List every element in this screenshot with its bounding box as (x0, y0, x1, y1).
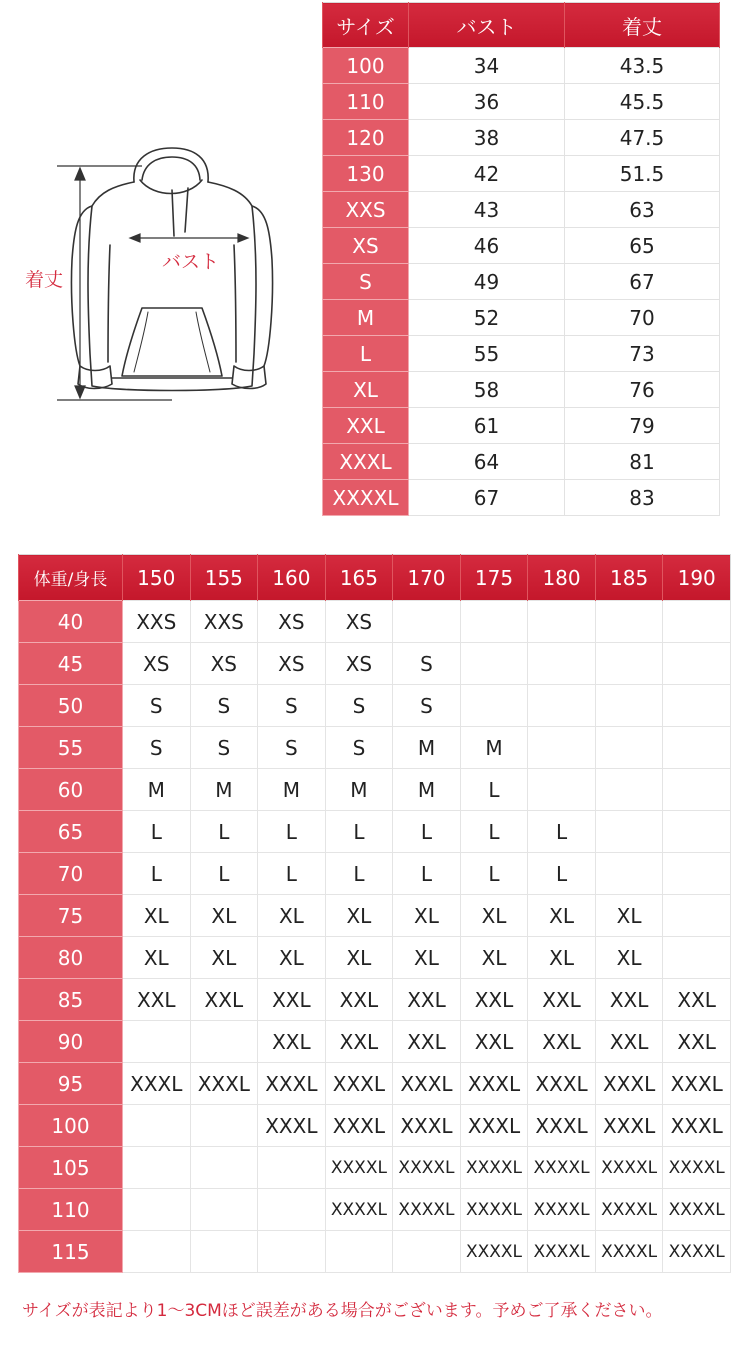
recommended-size-cell: XL (325, 895, 393, 937)
recommended-size-cell: XXL (663, 1021, 731, 1063)
recommended-size-cell: XXXXL (595, 1189, 663, 1231)
recommended-size-cell (663, 685, 731, 727)
recommended-size-cell: XXXXL (595, 1231, 663, 1273)
recommended-size-cell: XL (595, 937, 663, 979)
recommended-size-cell: M (325, 769, 393, 811)
recommended-size-cell: XL (190, 895, 258, 937)
weight-row (19, 727, 731, 769)
length-cell: 76 (565, 372, 720, 408)
recommended-size-cell: XXXL (123, 1063, 191, 1105)
bust-cell: 46 (409, 228, 565, 264)
recommended-size-cell: XL (595, 895, 663, 937)
recommended-size-cell: XXXXL (595, 1147, 663, 1189)
bust-cell: 42 (409, 156, 565, 192)
bust-cell: 52 (409, 300, 565, 336)
weight-height-size-table (18, 554, 731, 1273)
weight-row (19, 601, 731, 643)
weight-cell: 110 (19, 1189, 123, 1231)
recommended-size-cell: M (460, 727, 528, 769)
weight-row (19, 1021, 731, 1063)
height-column-header: 170 (393, 555, 461, 601)
weight-row (19, 685, 731, 727)
recommended-size-cell: XL (393, 895, 461, 937)
bust-cell: 64 (409, 444, 565, 480)
size-cell: M (323, 300, 409, 336)
weight-cell: 75 (19, 895, 123, 937)
size-disclaimer-note: サイズが表記より1～3CMほど誤差がある場合がございます。予めご了承ください。 (22, 1301, 663, 1321)
recommended-size-cell: XS (190, 643, 258, 685)
recommended-size-cell (460, 601, 528, 643)
recommended-size-cell (258, 1231, 326, 1273)
recommended-size-cell: XXL (325, 1021, 393, 1063)
length-cell: 45.5 (565, 84, 720, 120)
recommended-size-cell: XL (460, 937, 528, 979)
weight-cell: 60 (19, 769, 123, 811)
bust-cell: 61 (409, 408, 565, 444)
weight-cell: 50 (19, 685, 123, 727)
weight-cell: 40 (19, 601, 123, 643)
recommended-size-cell: XL (258, 937, 326, 979)
recommended-size-cell (123, 1105, 191, 1147)
bust-cell: 58 (409, 372, 565, 408)
size-cell: XL (323, 372, 409, 408)
recommended-size-cell: XXXL (258, 1105, 326, 1147)
recommended-size-cell: XS (325, 601, 393, 643)
size-cell: 120 (323, 120, 409, 156)
size-chart-row (323, 264, 720, 300)
weight-row (19, 853, 731, 895)
size-chart-header-row (323, 3, 720, 48)
weight-row (19, 895, 731, 937)
weight-cell: 80 (19, 937, 123, 979)
recommended-size-cell: XXXL (325, 1105, 393, 1147)
recommended-size-cell (123, 1147, 191, 1189)
length-column-header: 着丈 (565, 3, 720, 48)
recommended-size-cell: XXXXL (460, 1147, 528, 1189)
weight-cell: 45 (19, 643, 123, 685)
recommended-size-cell: XXXL (663, 1063, 731, 1105)
recommended-size-cell (258, 1189, 326, 1231)
size-chart-row (323, 192, 720, 228)
recommended-size-cell: XXXXL (393, 1189, 461, 1231)
recommended-size-cell: S (123, 727, 191, 769)
recommended-size-cell (393, 1231, 461, 1273)
recommended-size-cell: XXL (460, 1021, 528, 1063)
recommended-size-cell: XS (123, 643, 191, 685)
recommended-size-cell: XL (325, 937, 393, 979)
recommended-size-cell: XXXL (663, 1105, 731, 1147)
recommended-size-cell: XXS (123, 601, 191, 643)
recommended-size-cell (595, 601, 663, 643)
recommended-size-cell: XXXL (190, 1063, 258, 1105)
recommended-size-cell: L (460, 769, 528, 811)
bust-label: バスト (162, 251, 220, 273)
recommended-size-cell (258, 1147, 326, 1189)
size-cell: L (323, 336, 409, 372)
recommended-size-cell: XXXXL (460, 1231, 528, 1273)
recommended-size-cell: XXXXL (663, 1231, 731, 1273)
recommended-size-cell: XS (258, 643, 326, 685)
recommended-size-cell: L (393, 811, 461, 853)
recommended-size-cell (528, 601, 596, 643)
size-chart-row (323, 336, 720, 372)
recommended-size-cell: XXXXL (528, 1147, 596, 1189)
recommended-size-cell: XXXXL (393, 1147, 461, 1189)
recommended-size-cell: L (528, 811, 596, 853)
recommended-size-cell: XS (258, 601, 326, 643)
recommended-size-cell: S (258, 727, 326, 769)
recommended-size-cell (663, 853, 731, 895)
weight-cell: 65 (19, 811, 123, 853)
recommended-size-cell: XL (123, 895, 191, 937)
recommended-size-cell: L (258, 811, 326, 853)
length-cell: 51.5 (565, 156, 720, 192)
recommended-size-cell: XXL (393, 1021, 461, 1063)
bust-cell: 49 (409, 264, 565, 300)
recommended-size-cell: XXL (258, 979, 326, 1021)
length-cell: 65 (565, 228, 720, 264)
size-chart-row (323, 480, 720, 516)
recommended-size-cell (460, 643, 528, 685)
recommended-size-cell (190, 1231, 258, 1273)
height-column-header: 190 (663, 555, 731, 601)
size-chart-row (323, 84, 720, 120)
recommended-size-cell (528, 685, 596, 727)
weight-cell: 105 (19, 1147, 123, 1189)
recommended-size-cell: XXXL (528, 1063, 596, 1105)
weight-cell: 70 (19, 853, 123, 895)
recommended-size-cell: XXL (258, 1021, 326, 1063)
recommended-size-cell (663, 643, 731, 685)
recommended-size-cell: XS (325, 643, 393, 685)
recommended-size-cell: XXL (460, 979, 528, 1021)
recommended-size-cell: XXXL (258, 1063, 326, 1105)
recommended-size-cell: XXL (595, 1021, 663, 1063)
length-cell: 83 (565, 480, 720, 516)
recommended-size-cell: S (325, 685, 393, 727)
recommended-size-cell (595, 853, 663, 895)
recommended-size-cell (325, 1231, 393, 1273)
recommended-size-cell (190, 1189, 258, 1231)
weight-row (19, 1231, 731, 1273)
size-cell: S (323, 264, 409, 300)
recommended-size-cell: S (393, 685, 461, 727)
recommended-size-cell: S (123, 685, 191, 727)
hoodie-diagram (22, 140, 312, 410)
height-column-header: 150 (123, 555, 191, 601)
recommended-size-cell: XXL (123, 979, 191, 1021)
recommended-size-cell (528, 643, 596, 685)
recommended-size-cell: M (258, 769, 326, 811)
size-chart-row (323, 444, 720, 480)
recommended-size-cell (123, 1231, 191, 1273)
recommended-size-cell: XXL (528, 979, 596, 1021)
height-column-header: 160 (258, 555, 326, 601)
height-column-header: 180 (528, 555, 596, 601)
recommended-size-cell: L (325, 853, 393, 895)
recommended-size-cell: XL (258, 895, 326, 937)
weight-cell: 115 (19, 1231, 123, 1273)
weight-height-corner-header: 体重/身長 (19, 555, 123, 601)
size-chart-row (323, 156, 720, 192)
length-cell: 79 (565, 408, 720, 444)
recommended-size-cell: XL (528, 895, 596, 937)
size-cell: XXL (323, 408, 409, 444)
recommended-size-cell: XXXL (595, 1105, 663, 1147)
weight-row (19, 1063, 731, 1105)
size-chart-table (322, 2, 720, 516)
recommended-size-cell (663, 895, 731, 937)
bust-cell: 38 (409, 120, 565, 156)
bust-cell: 67 (409, 480, 565, 516)
bust-cell: 55 (409, 336, 565, 372)
recommended-size-cell: XXXXL (528, 1189, 596, 1231)
recommended-size-cell (663, 937, 731, 979)
size-cell: 130 (323, 156, 409, 192)
recommended-size-cell (595, 685, 663, 727)
height-header-row (19, 555, 731, 601)
size-column-header: サイズ (323, 3, 409, 48)
size-cell: XXXXL (323, 480, 409, 516)
recommended-size-cell: L (190, 811, 258, 853)
recommended-size-cell: S (393, 643, 461, 685)
recommended-size-cell (393, 601, 461, 643)
weight-cell: 95 (19, 1063, 123, 1105)
size-cell: XS (323, 228, 409, 264)
recommended-size-cell (595, 643, 663, 685)
recommended-size-cell (595, 769, 663, 811)
recommended-size-cell: XL (393, 937, 461, 979)
length-cell: 43.5 (565, 48, 720, 84)
recommended-size-cell (190, 1105, 258, 1147)
size-cell: XXXL (323, 444, 409, 480)
weight-row (19, 1147, 731, 1189)
recommended-size-cell: XXXXL (325, 1147, 393, 1189)
recommended-size-cell: XL (528, 937, 596, 979)
recommended-size-cell (123, 1021, 191, 1063)
bust-cell: 43 (409, 192, 565, 228)
size-chart-row (323, 228, 720, 264)
size-chart-row (323, 372, 720, 408)
recommended-size-cell (190, 1021, 258, 1063)
recommended-size-cell: XXL (393, 979, 461, 1021)
recommended-size-cell: L (123, 811, 191, 853)
recommended-size-cell: L (393, 853, 461, 895)
size-chart-row (323, 300, 720, 336)
weight-row (19, 1105, 731, 1147)
weight-cell: 100 (19, 1105, 123, 1147)
recommended-size-cell: XL (190, 937, 258, 979)
recommended-size-cell: XXXL (325, 1063, 393, 1105)
length-cell: 73 (565, 336, 720, 372)
recommended-size-cell: M (393, 727, 461, 769)
recommended-size-cell: S (190, 685, 258, 727)
size-cell: XXS (323, 192, 409, 228)
recommended-size-cell (595, 811, 663, 853)
recommended-size-cell: M (123, 769, 191, 811)
length-cell: 67 (565, 264, 720, 300)
recommended-size-cell: XXXXL (663, 1189, 731, 1231)
weight-row (19, 643, 731, 685)
weight-cell: 90 (19, 1021, 123, 1063)
recommended-size-cell: L (325, 811, 393, 853)
recommended-size-cell: XXXXL (460, 1189, 528, 1231)
recommended-size-cell (663, 601, 731, 643)
recommended-size-cell (123, 1189, 191, 1231)
size-chart-row (323, 48, 720, 84)
size-cell: 100 (323, 48, 409, 84)
recommended-size-cell: S (258, 685, 326, 727)
recommended-size-cell: XXXL (393, 1105, 461, 1147)
recommended-size-cell (663, 727, 731, 769)
length-label: 着丈 (25, 269, 64, 291)
weight-row (19, 979, 731, 1021)
recommended-size-cell (663, 769, 731, 811)
recommended-size-cell: XXXXL (528, 1231, 596, 1273)
size-cell: 110 (323, 84, 409, 120)
recommended-size-cell: S (325, 727, 393, 769)
weight-row (19, 811, 731, 853)
recommended-size-cell: XXXL (460, 1105, 528, 1147)
recommended-size-cell: XXXL (460, 1063, 528, 1105)
recommended-size-cell: S (190, 727, 258, 769)
weight-row (19, 1189, 731, 1231)
recommended-size-cell: XXL (595, 979, 663, 1021)
weight-cell: 85 (19, 979, 123, 1021)
recommended-size-cell: L (460, 853, 528, 895)
weight-cell: 55 (19, 727, 123, 769)
recommended-size-cell: L (190, 853, 258, 895)
recommended-size-cell: XXXXL (325, 1189, 393, 1231)
bust-cell: 34 (409, 48, 565, 84)
recommended-size-cell: L (258, 853, 326, 895)
recommended-size-cell: XXL (528, 1021, 596, 1063)
recommended-size-cell: XXL (663, 979, 731, 1021)
recommended-size-cell: XXXL (595, 1063, 663, 1105)
recommended-size-cell: XXL (325, 979, 393, 1021)
recommended-size-cell: M (393, 769, 461, 811)
recommended-size-cell (528, 727, 596, 769)
weight-row (19, 769, 731, 811)
recommended-size-cell: XXXXL (663, 1147, 731, 1189)
recommended-size-cell: XXXL (393, 1063, 461, 1105)
bust-cell: 36 (409, 84, 565, 120)
height-column-header: 165 (325, 555, 393, 601)
length-cell: 63 (565, 192, 720, 228)
recommended-size-cell: XXL (190, 979, 258, 1021)
length-cell: 81 (565, 444, 720, 480)
recommended-size-cell: XL (123, 937, 191, 979)
recommended-size-cell: XXXL (528, 1105, 596, 1147)
recommended-size-cell (663, 811, 731, 853)
bust-column-header: バスト (409, 3, 565, 48)
recommended-size-cell: L (460, 811, 528, 853)
recommended-size-cell: XXS (190, 601, 258, 643)
length-cell: 70 (565, 300, 720, 336)
recommended-size-cell: L (123, 853, 191, 895)
recommended-size-cell: XL (460, 895, 528, 937)
length-cell: 47.5 (565, 120, 720, 156)
height-column-header: 185 (595, 555, 663, 601)
height-column-header: 155 (190, 555, 258, 601)
recommended-size-cell (190, 1147, 258, 1189)
recommended-size-cell (460, 685, 528, 727)
recommended-size-cell (595, 727, 663, 769)
size-chart-row (323, 408, 720, 444)
recommended-size-cell: M (190, 769, 258, 811)
recommended-size-cell (528, 769, 596, 811)
recommended-size-cell: L (528, 853, 596, 895)
height-column-header: 175 (460, 555, 528, 601)
size-chart-row (323, 120, 720, 156)
weight-row (19, 937, 731, 979)
